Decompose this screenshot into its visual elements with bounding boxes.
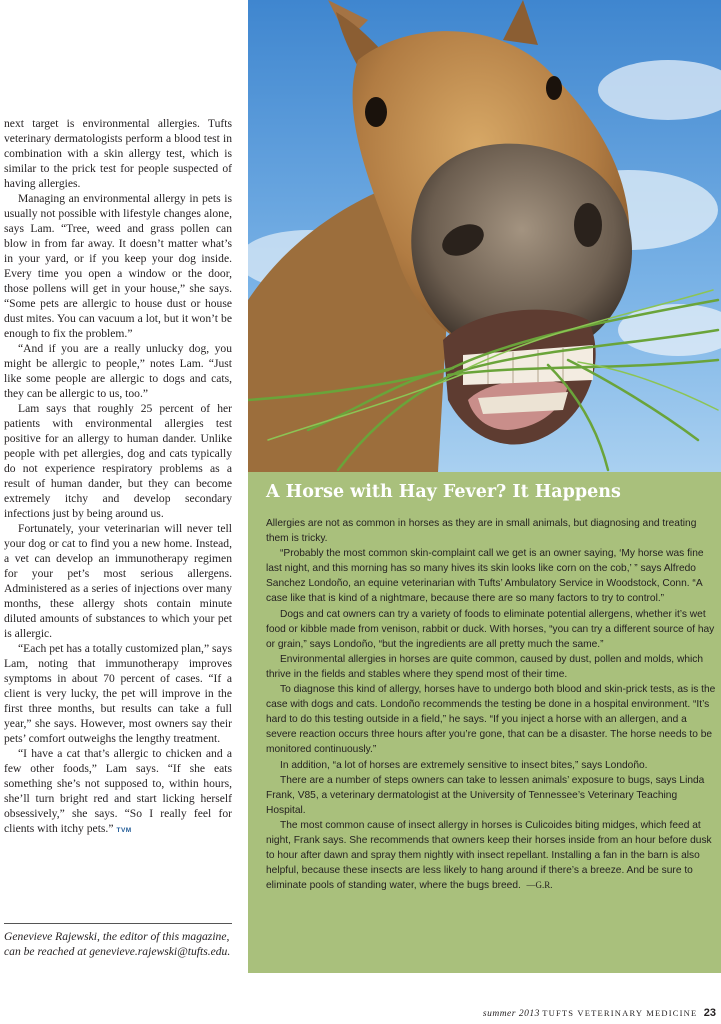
page-footer	[400, 1007, 716, 1019]
author-byline: Genevieve Rajewski, the editor of this magazine, can be reached at genevieve.rajewski@tufts.edu.	[4, 930, 231, 958]
horse-photo-illustration	[248, 0, 721, 472]
sidebar-title: A Horse with Hay Fever? It Happens	[266, 482, 621, 502]
sidebar-paragraph: Allergies are not as common in horses as they are in small animals, but diagnosing and treating them is tricky.	[266, 518, 697, 545]
horse-photo	[248, 0, 721, 472]
sidebar-paragraph: In addition, “a lot of horses are extremely sensitive to insect bites,” says Londoño.	[280, 759, 648, 771]
sidebar-paragraph: Dogs and cat owners can try a variety of foods to eliminate potential allergens, whether it’s wet food or kibble made from venison, rabbit or duck. With horses, “you can try a different source of hay or grain,” says Londoño, “but the ingredients are all pretty much the same.”	[266, 608, 715, 650]
article-paragraph-last	[4, 746, 232, 838]
sidebar-paragraph: To diagnose this kind of allergy, horses have to undergo both blood and skin-prick tests, as is the case with dogs and cats. Londoño recommends the testing be done in a hospital environment. “It’s hard to do this testing outside in a field,” he says. “If you inject a horse with an allergen, and a severe reaction occurs three hours after you’re gone, that can be a disaster. The horse needs to be monitored continuously.”	[266, 684, 716, 756]
article-paragraph: Fortunately, your veterinarian will never tell your dog or cat to find you a new home. Instead, a vet can develop an immunotherapy regimen for your pet’s most serious allergens. Administered as a series of injections over many months, these allergy shots contain minute diluted amounts of substances to which your pet is allergic.	[4, 522, 232, 640]
article-paragraph: next target is environmental allergies. Tufts veterinary dermatologists perform a blood test in combination with a skin allergy test, which is similar to the prick test for people suspected of having allergies.	[4, 117, 232, 190]
article-paragraph-text: “I have a cat that’s allergic to chicken and a few other foods,” Lam says. “If she eats something she’s not supposed to, within hours, she’ll turn bright red and start licking herself obsessively,” she says. “So I really feel for clients with itchy pets.”	[4, 747, 232, 835]
sidebar-paragraph-last	[266, 818, 718, 893]
footer-publication: TUFTS VETERINARY MEDICINE	[542, 1008, 698, 1018]
sidebar-body	[266, 516, 718, 893]
article-paragraph: “And if you are a really unlucky dog, you might be allergic to people,” notes Lam. “Just like some people are allergic to dogs and cats, they can be allergic to us, too.”	[4, 342, 232, 400]
byline-divider	[4, 923, 232, 924]
sidebar-paragraph: Environmental allergies in horses are quite common, caused by dust, pollen and molds, which thrive in the fields and stables where they spend most of their time.	[266, 653, 704, 680]
page-number: 23	[703, 1007, 716, 1019]
article-paragraph: “Each pet has a totally customized plan,” says Lam, noting that immunotherapy improves symptoms in about 70 percent of cases. “If a client is very lucky, the pet will improve in the first three months, but results can take a full year,” she says. However, most owners say their pets’ comfort outweighs the lengthy treatment.	[4, 642, 232, 745]
hay-fever-sidebar	[248, 472, 721, 973]
sidebar-paragraph-text: The most common cause of insect allergy in horses is Culicoides biting midges, which feed at night, Frank says. She recommends that owners keep their horses inside from an hour before dusk to hour after dawn and spray them nightly with insect repellant. Installing a fan in the barn is also helpful, because these insects are less likely to hang around if there’s a breeze. And be sure to eliminate pools of standing water, where the bugs breed.	[266, 819, 712, 892]
sidebar-paragraph: There are a number of steps owners can take to lessen animals’ exposure to bugs, says Linda Frank, V85, a veterinary dermatologist at the University of Tennessee’s Veterinary Teaching Hospital.	[266, 774, 705, 816]
sidebar-signoff: —G.R.	[526, 880, 553, 891]
main-article-column	[4, 116, 232, 838]
end-mark: TVM	[116, 827, 132, 834]
sidebar-paragraph: “Probably the most common skin-complaint call we get is an owner saying, ‘My horse was fine last night, and this morning has so many hives its skin looks like corn on the cob,’ ” says Alfredo Sanchez Londoño, an equine veterinarian with Tufts’ Ambulatory Service in Woodstock, Conn. “A case like that is kind of a nightmare, because there are so many factors to try to control.”	[266, 548, 704, 605]
article-paragraph: Managing an environmental allergy in pets is usually not possible with lifestyle changes alone, says Lam. “Tree, weed and grass pollen can blow in from far away. It doesn’t matter what’s in your yard, or if you keep your dog inside. Every time you open a window or the door, those pollens will get in your house,” she says. “Some pets are allergic to house dust or house dust mites. You can vacuum a lot, but it won’t be enough to fix the problem.”	[4, 192, 232, 340]
footer-season: summer 2013	[482, 1009, 540, 1019]
article-paragraph: Lam says that roughly 25 percent of her patients with environmental allergies test positive for an allergy to human dander. Unlike people with pet allergies, dog and cats typically do not experience respiratory problems as a result of human dander, but they can become extremely itchy and develop secondary infections just by being around us.	[4, 402, 232, 520]
